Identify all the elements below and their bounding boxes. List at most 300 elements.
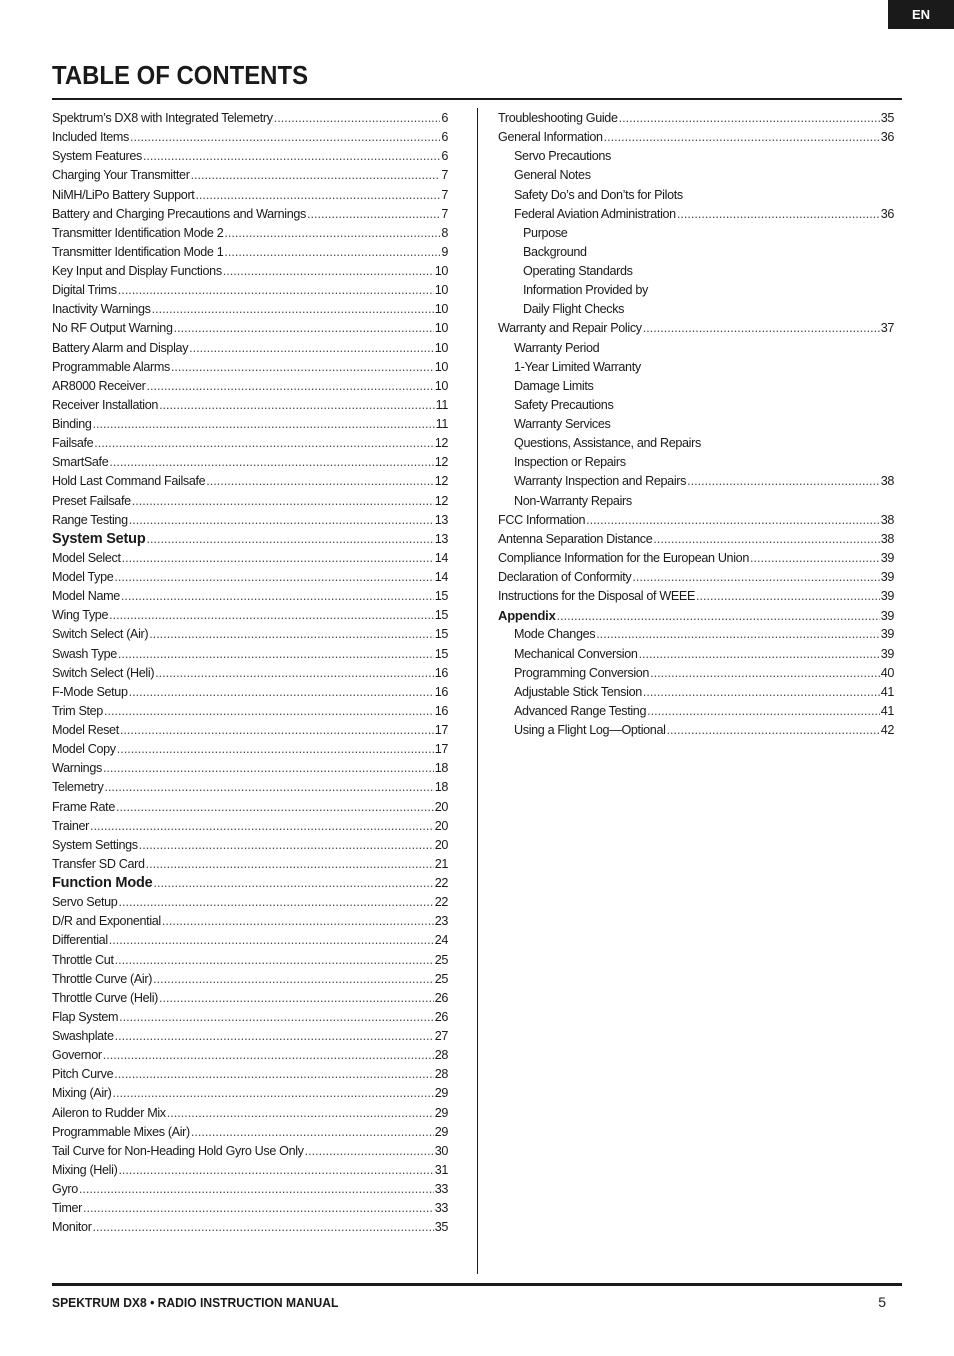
- toc-entry-label: Switch Select (Heli): [52, 665, 155, 680]
- column-divider: [477, 108, 478, 1274]
- toc-entry[interactable]: [52, 759, 448, 778]
- toc-entry[interactable]: [52, 645, 448, 664]
- toc-entry-page: 31: [434, 1162, 448, 1177]
- toc-entry[interactable]: [52, 147, 448, 166]
- toc-dot-leader: [274, 109, 441, 128]
- toc-entry-label: Transfer SD Card: [52, 856, 145, 871]
- toc-entry[interactable]: [498, 492, 894, 511]
- toc-entry-label: Servo Setup: [52, 895, 118, 910]
- toc-entry[interactable]: [52, 836, 448, 855]
- toc-entry-page: 11: [435, 417, 448, 431]
- toc-entry[interactable]: [52, 415, 448, 434]
- toc-entry[interactable]: [52, 587, 448, 606]
- toc-entry-page: 21: [434, 856, 448, 871]
- toc-entry-page: 18: [434, 780, 448, 795]
- toc-entry[interactable]: [52, 281, 448, 300]
- toc-entry-label: Flap System: [52, 1009, 119, 1024]
- toc-entry[interactable]: [52, 989, 448, 1008]
- footer-divider: [52, 1283, 902, 1286]
- toc-entry-label: Questions, Assistance, and Repairs: [514, 436, 701, 451]
- toc-entry[interactable]: [52, 1142, 448, 1161]
- toc-entry-page: 33: [434, 1201, 448, 1216]
- toc-entry-label: Advanced Range Testing: [514, 703, 647, 718]
- toc-entry-label: Battery and Charging Precautions and Warnings: [52, 206, 307, 221]
- toc-dot-leader: [93, 1218, 434, 1237]
- toc-entry-label: Model Name: [52, 589, 120, 604]
- toc-entry-page: 27: [434, 1029, 448, 1043]
- toc-entry[interactable]: [52, 166, 448, 185]
- toc-entry-page: 30: [434, 1143, 448, 1158]
- toc-entry-page: 14: [434, 570, 448, 584]
- page-title: TABLE OF CONTENTS: [52, 60, 309, 90]
- toc-entry[interactable]: [52, 453, 448, 472]
- toc-entry[interactable]: [498, 396, 894, 415]
- toc-entry-label: Safety Do’s and Don’ts for Pilots: [514, 187, 683, 202]
- toc-entry-label: FCC Information: [498, 512, 586, 527]
- toc-entry-page: 25: [434, 971, 448, 986]
- toc-entry[interactable]: [498, 415, 894, 434]
- toc-entry-label: Daily Flight Checks: [523, 302, 625, 317]
- toc-entry-page: 16: [434, 665, 448, 680]
- toc-entry-page: 15: [434, 589, 448, 604]
- toc-entry[interactable]: [498, 377, 894, 396]
- toc-dot-leader: [143, 147, 440, 166]
- toc-entry[interactable]: [498, 281, 894, 300]
- toc-dot-leader: [115, 1027, 434, 1046]
- toc-entry-label: Inactivity Warnings: [52, 302, 151, 317]
- toc-entry-page: 39: [880, 609, 894, 624]
- toc-entry[interactable]: [52, 434, 448, 453]
- toc-dot-leader: [167, 1104, 434, 1123]
- toc-entry-page: 42: [880, 723, 894, 737]
- toc-dot-leader: [149, 625, 433, 644]
- toc-entry-label: D/R and Exponential: [52, 914, 161, 929]
- toc-entry[interactable]: [52, 798, 448, 817]
- toc-dot-leader: [121, 587, 434, 606]
- toc-dot-leader: [79, 1180, 434, 1199]
- toc-entry-label: System Features: [52, 149, 142, 164]
- toc-entry-label: Inspection or Repairs: [514, 455, 626, 470]
- toc-dot-leader: [103, 1046, 434, 1065]
- toc-dot-leader: [119, 1008, 434, 1027]
- toc-dot-leader: [103, 759, 434, 778]
- toc-entry-page: 6: [441, 130, 448, 145]
- toc-entry-page: 26: [434, 990, 448, 1005]
- toc-entry-label: Transmitter Identification Mode 2: [52, 225, 224, 240]
- toc-entry-label: Spektrum’s DX8 with Integrated Telemetry: [52, 111, 273, 125]
- toc-entry-label: Troubleshooting Guide: [498, 111, 618, 125]
- toc-entry-page: 40: [880, 665, 894, 680]
- toc-entry-label: Warranty Inspection and Repairs: [514, 474, 687, 489]
- toc-entry-label: Aileron to Rudder Mix: [52, 1105, 166, 1120]
- toc-entry[interactable]: [498, 587, 894, 606]
- toc-entry[interactable]: [52, 224, 448, 243]
- toc-right-column: [498, 109, 894, 740]
- toc-entry-label: Programmable Alarms: [52, 359, 170, 374]
- toc-entry[interactable]: [498, 511, 894, 530]
- toc-dot-leader: [677, 205, 880, 224]
- toc-dot-leader: [632, 568, 879, 587]
- toc-entry-page: 20: [434, 837, 448, 852]
- toc-entry-label: Digital Trims: [52, 283, 117, 298]
- toc-entry-label: Servo Precautions: [514, 149, 611, 164]
- toc-entry-page: 12: [434, 436, 448, 451]
- toc-dot-leader: [159, 396, 435, 415]
- toc-entry-page: 20: [434, 818, 448, 833]
- toc-dot-leader: [687, 472, 880, 491]
- toc-entry-label: Information Provided by: [523, 283, 648, 298]
- toc-entry-label: Trainer: [52, 818, 89, 833]
- toc-entry-label: Range Testing: [52, 512, 128, 527]
- toc-dot-leader: [104, 702, 434, 721]
- page-number: 5: [878, 1294, 886, 1310]
- toc-entry-label: AR8000 Receiver: [52, 378, 146, 393]
- toc-entry-page: 22: [434, 895, 448, 910]
- toc-entry-label: Declaration of Conformity: [498, 570, 632, 584]
- toc-entry[interactable]: [52, 377, 448, 396]
- toc-entry-label: Warranty and Repair Policy: [498, 321, 642, 336]
- toc-entry[interactable]: [52, 128, 448, 147]
- toc-entry[interactable]: [498, 645, 894, 664]
- toc-entry[interactable]: [498, 166, 894, 185]
- toc-entry-page: 36: [880, 130, 894, 145]
- toc-entry[interactable]: [498, 549, 894, 568]
- toc-dot-leader: [118, 893, 433, 912]
- toc-entry[interactable]: [52, 472, 448, 491]
- toc-entry-page: 26: [434, 1009, 448, 1024]
- toc-dot-leader: [586, 511, 880, 530]
- toc-entry[interactable]: [498, 434, 894, 453]
- toc-entry-label: Background: [523, 244, 587, 259]
- toc-entry-label: NiMH/LiPo Battery Support: [52, 187, 195, 202]
- toc-dot-leader: [118, 645, 434, 664]
- toc-entry-label: Throttle Curve (Air): [52, 971, 153, 986]
- toc-entry-label: Switch Select (Air): [52, 627, 149, 642]
- toc-entry[interactable]: [52, 912, 448, 931]
- toc-dot-leader: [224, 243, 440, 262]
- toc-entry-page: 6: [441, 149, 448, 164]
- toc-entry-label: Charging Your Transmitter: [52, 168, 190, 183]
- toc-entry-label: Key Input and Display Functions: [52, 264, 222, 278]
- toc-dot-leader: [122, 549, 434, 568]
- toc-entry-page: 33: [434, 1182, 448, 1196]
- toc-entry-label: Mixing (Air): [52, 1086, 112, 1101]
- toc-entry-page: 17: [434, 723, 448, 737]
- toc-entry-label: Warranty Services: [514, 417, 611, 431]
- toc-entry-label: Programming Conversion: [514, 665, 650, 680]
- toc-entry-label: Governor: [52, 1048, 102, 1063]
- toc-dot-leader: [604, 128, 880, 147]
- toc-dot-leader: [195, 186, 440, 205]
- toc-dot-leader: [154, 874, 434, 893]
- toc-entry[interactable]: [498, 664, 894, 683]
- toc-entry-label: Receiver Installation: [52, 397, 159, 412]
- language-tab: EN: [888, 0, 954, 29]
- toc-entry-page: 23: [434, 914, 448, 929]
- toc-dot-leader: [109, 606, 434, 625]
- toc-entry-label: Purpose: [523, 225, 568, 240]
- toc-dot-leader: [146, 377, 433, 396]
- toc-entry[interactable]: [52, 262, 448, 281]
- toc-entry-page: 15: [434, 627, 448, 642]
- toc-dot-leader: [647, 702, 880, 721]
- toc-entry-label: Damage Limits: [514, 378, 594, 393]
- toc-left-column: [52, 109, 448, 1237]
- footer-manual-title: SPEKTRUM DX8 • RADIO INSTRUCTION MANUAL: [52, 1295, 339, 1310]
- toc-dot-leader: [696, 587, 880, 606]
- toc-entry-page: 10: [434, 302, 448, 317]
- toc-entry[interactable]: [52, 664, 448, 683]
- toc-entry[interactable]: [52, 606, 448, 625]
- toc-entry-label: Telemetry: [52, 780, 104, 795]
- toc-entry-page: 29: [434, 1105, 448, 1120]
- toc-dot-leader: [643, 319, 880, 338]
- toc-entry[interactable]: [52, 243, 448, 262]
- toc-dot-leader: [104, 778, 433, 797]
- toc-entry-label: Included Items: [52, 130, 130, 145]
- toc-entry-page: 28: [434, 1067, 448, 1082]
- toc-entry-page: 16: [434, 684, 448, 699]
- toc-entry[interactable]: [498, 262, 894, 281]
- toc-entry[interactable]: [498, 702, 894, 721]
- toc-entry[interactable]: [498, 453, 894, 472]
- toc-entry[interactable]: [52, 1046, 448, 1065]
- toc-entry-label: Antenna Separation Distance: [498, 531, 653, 546]
- toc-entry-label: Binding: [52, 417, 92, 431]
- toc-dot-leader: [129, 511, 434, 530]
- toc-entry-label: Mixing (Heli): [52, 1162, 118, 1177]
- toc-entry[interactable]: [52, 339, 448, 358]
- toc-entry-label: System Settings: [52, 837, 138, 852]
- toc-entry-page: 7: [441, 168, 448, 183]
- toc-entry[interactable]: [52, 1065, 448, 1084]
- toc-entry-page: 20: [434, 799, 448, 814]
- toc-entry[interactable]: [498, 606, 894, 625]
- toc-dot-leader: [596, 625, 879, 644]
- toc-entry-page: 13: [434, 531, 448, 546]
- toc-entry-page: 10: [434, 359, 448, 374]
- toc-dot-leader: [189, 339, 434, 358]
- toc-entry[interactable]: [52, 358, 448, 377]
- toc-entry-page: 17: [434, 742, 448, 757]
- toc-entry-label: Gyro: [52, 1182, 78, 1196]
- toc-entry[interactable]: [498, 319, 894, 338]
- toc-dot-leader: [159, 989, 434, 1008]
- toc-entry-label: Warnings: [52, 761, 102, 776]
- toc-entry[interactable]: [52, 1084, 448, 1103]
- toc-entry-label: Safety Precautions: [514, 397, 614, 412]
- toc-entry[interactable]: [52, 549, 448, 568]
- toc-entry-page: 9: [441, 244, 448, 259]
- toc-dot-leader: [305, 1142, 434, 1161]
- toc-entry-page: 14: [434, 550, 448, 565]
- toc-entry-label: Hold Last Command Failsafe: [52, 474, 206, 489]
- toc-entry-page: 39: [880, 589, 894, 604]
- toc-entry-label: Throttle Cut: [52, 952, 114, 967]
- toc-entry[interactable]: [52, 1180, 448, 1199]
- toc-dot-leader: [109, 931, 434, 950]
- toc-dot-leader: [129, 683, 434, 702]
- toc-entry-page: 7: [441, 206, 448, 221]
- toc-entry[interactable]: [498, 224, 894, 243]
- toc-entry[interactable]: [52, 109, 448, 128]
- toc-entry-page: 41: [880, 703, 894, 718]
- toc-entry-page: 29: [434, 1086, 448, 1101]
- toc-entry[interactable]: [52, 740, 448, 759]
- toc-entry[interactable]: [52, 951, 448, 970]
- toc-entry-page: 12: [434, 493, 448, 508]
- toc-entry-page: 16: [434, 703, 448, 718]
- toc-entry[interactable]: [52, 702, 448, 721]
- toc-entry[interactable]: [52, 893, 448, 912]
- toc-entry[interactable]: [52, 721, 448, 740]
- toc-entry[interactable]: [52, 205, 448, 224]
- toc-entry-label: 1-Year Limited Warranty: [514, 359, 641, 374]
- toc-entry[interactable]: [52, 970, 448, 989]
- toc-entry-page: 15: [434, 646, 448, 661]
- toc-entry-label: Failsafe: [52, 436, 94, 451]
- toc-dot-leader: [118, 1161, 433, 1180]
- toc-entry[interactable]: [498, 683, 894, 702]
- toc-entry[interactable]: [52, 1218, 448, 1237]
- toc-entry[interactable]: [52, 1104, 448, 1123]
- toc-entry[interactable]: [52, 1161, 448, 1180]
- toc-entry[interactable]: [498, 568, 894, 587]
- toc-dot-leader: [750, 549, 880, 568]
- toc-entry-label: Battery Alarm and Display: [52, 340, 189, 355]
- toc-entry-page: 13: [434, 512, 448, 527]
- toc-entry-page: 10: [434, 321, 448, 336]
- toc-entry-label: Warranty Period: [514, 340, 600, 355]
- toc-entry-label: Model Type: [52, 570, 114, 584]
- toc-dot-leader: [109, 453, 433, 472]
- toc-dot-leader: [90, 817, 434, 836]
- toc-dot-leader: [307, 205, 440, 224]
- toc-entry[interactable]: [498, 358, 894, 377]
- toc-dot-leader: [224, 224, 440, 243]
- toc-entry[interactable]: [52, 530, 448, 549]
- toc-entry-page: 35: [880, 111, 894, 125]
- toc-entry[interactable]: [498, 300, 894, 319]
- toc-entry-page: 7: [441, 187, 448, 202]
- toc-entry[interactable]: [52, 396, 448, 415]
- toc-entry-label: Function Mode: [52, 875, 153, 891]
- title-divider: [52, 98, 902, 100]
- toc-dot-leader: [117, 740, 434, 759]
- toc-entry-label: General Information: [498, 130, 603, 145]
- toc-entry[interactable]: [498, 721, 894, 740]
- toc-entry-page: 37: [880, 321, 894, 336]
- toc-dot-leader: [639, 645, 880, 664]
- toc-entry[interactable]: [52, 931, 448, 950]
- toc-entry[interactable]: [498, 147, 894, 166]
- toc-entry-label: Model Reset: [52, 723, 119, 737]
- toc-entry[interactable]: [498, 339, 894, 358]
- toc-entry[interactable]: [52, 874, 448, 893]
- toc-entry-label: Timer: [52, 1201, 82, 1216]
- toc-entry[interactable]: [498, 472, 894, 491]
- toc-dot-leader: [94, 434, 433, 453]
- toc-dot-leader: [118, 281, 434, 300]
- toc-dot-leader: [120, 721, 434, 740]
- toc-entry-label: Tail Curve for Non-Heading Hold Gyro Use Only: [52, 1143, 304, 1158]
- toc-entry[interactable]: [52, 625, 448, 644]
- toc-entry[interactable]: [52, 492, 448, 511]
- toc-entry[interactable]: [52, 683, 448, 702]
- toc-entry[interactable]: [52, 778, 448, 797]
- toc-entry[interactable]: [52, 817, 448, 836]
- toc-dot-leader: [153, 970, 434, 989]
- toc-entry-label: Appendix: [498, 608, 556, 624]
- toc-entry[interactable]: [52, 1027, 448, 1046]
- toc-dot-leader: [147, 530, 434, 549]
- toc-entry-label: Transmitter Identification Mode 1: [52, 244, 224, 259]
- toc-dot-leader: [650, 664, 880, 683]
- toc-entry[interactable]: [52, 1199, 448, 1218]
- toc-entry[interactable]: [52, 855, 448, 874]
- toc-dot-leader: [171, 358, 434, 377]
- toc-dot-leader: [139, 836, 434, 855]
- toc-dot-leader: [132, 492, 434, 511]
- toc-dot-leader: [162, 912, 434, 931]
- toc-entry[interactable]: [498, 205, 894, 224]
- toc-entry-label: SmartSafe: [52, 455, 109, 470]
- toc-dot-leader: [93, 415, 435, 434]
- toc-entry[interactable]: [52, 1008, 448, 1027]
- toc-entry-page: 25: [434, 952, 448, 967]
- toc-entry-label: Adjustable Stick Tension: [514, 684, 642, 699]
- toc-entry-label: General Notes: [514, 168, 591, 183]
- toc-entry-label: Swash Type: [52, 646, 117, 661]
- toc-entry-label: Frame Rate: [52, 799, 115, 814]
- toc-entry-label: Differential: [52, 933, 108, 948]
- toc-dot-leader: [116, 798, 434, 817]
- toc-entry-label: Instructions for the Disposal of WEEE: [498, 589, 696, 604]
- toc-dot-leader: [619, 109, 880, 128]
- toc-dot-leader: [114, 1065, 433, 1084]
- toc-dot-leader: [114, 568, 433, 587]
- toc-entry[interactable]: [498, 109, 894, 128]
- toc-entry[interactable]: [498, 625, 894, 644]
- toc-entry[interactable]: [52, 1123, 448, 1142]
- toc-entry-page: 11: [435, 397, 448, 412]
- toc-entry-page: 35: [434, 1220, 448, 1235]
- toc-entry-label: Non-Warranty Repairs: [514, 493, 632, 508]
- toc-dot-leader: [206, 472, 433, 491]
- toc-dot-leader: [667, 721, 880, 740]
- toc-entry-label: Throttle Curve (Heli): [52, 990, 159, 1005]
- toc-entry[interactable]: [498, 186, 894, 205]
- toc-entry[interactable]: [498, 530, 894, 549]
- toc-entry-page: 12: [434, 474, 448, 489]
- toc-entry-page: 38: [880, 474, 894, 489]
- toc-entry[interactable]: [498, 128, 894, 147]
- toc-entry[interactable]: [498, 243, 894, 262]
- toc-dot-leader: [112, 1084, 433, 1103]
- toc-entry[interactable]: [52, 568, 448, 587]
- toc-entry-page: 10: [434, 264, 448, 278]
- toc-entry[interactable]: [52, 319, 448, 338]
- toc-entry-page: 39: [880, 627, 894, 642]
- toc-entry-label: Model Copy: [52, 742, 116, 757]
- toc-dot-leader: [223, 262, 434, 281]
- toc-entry-label: Trim Step: [52, 703, 103, 718]
- toc-entry[interactable]: [52, 186, 448, 205]
- toc-entry[interactable]: [52, 300, 448, 319]
- toc-entry-page: 8: [441, 225, 448, 240]
- toc-entry-page: 18: [434, 761, 448, 776]
- toc-entry[interactable]: [52, 511, 448, 530]
